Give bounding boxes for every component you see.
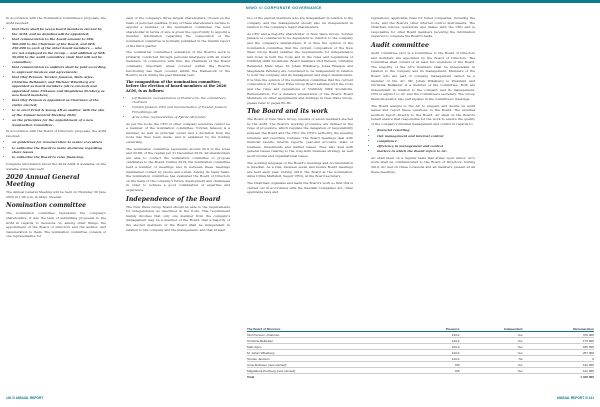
footer-label-right: ANNUAL REPORT <box>556 396 585 400</box>
cell-total-label: Total <box>247 374 255 379</box>
paragraph: The New Wave Group Board should be able to the requirements for independence as described in the Code. This requirement mainly involves that only one member from the company's management may be a member of the Board, that a majority of the elected members of the Board shall be independent in relation to the company and the management, and that at least <box>126 204 230 232</box>
column-2 <box>126 16 230 234</box>
list-item: • that Olof Persson, Torsten Jansson, Mats Arjes, Christina Bellander, and Michael Wikelberg are appointed as board members (all re-elected) and appointed Anne Eriksson and Magdalena Persberg as new board members; <box>12 75 106 98</box>
list-item: • on the principles for the appointment of a new Nomination Committee. <box>12 118 106 127</box>
cell-name: M. Johan Wikelberg <box>247 350 412 356</box>
paragraph: regulations, applicable rules for listed companies, including the Code, and the Board's other internal control instruments. The Chairman follows operations and liaises with the CEO and is responsible for other Board members receiving the information required to complete the Board's tasks. <box>371 16 475 39</box>
cell-total-remuneration: 1 346 000 <box>580 374 594 379</box>
cell-remuneration: 185 000 <box>523 344 594 350</box>
col-header-remuneration: Remuneration <box>523 326 594 332</box>
cell-name: Olof Persson, chairman <box>247 332 412 338</box>
footer-separator: /// <box>12 396 15 400</box>
paragraph: each of the company's three largest shareholders, chosen on the basis of personal qualities. If any of these shareholders decline to appoint a member of the nomination committee, the next shareholder in terms of size is given the opportunity to appoint a member. Information regarding the composition of the nomination committee is normally published in the interim report of the third quarter. <box>126 16 230 48</box>
paragraph: The nomination committee represents around 30.9 of the votes and 33.9% of the capital per 31 December 2019. All shareholders are able to contact the nomination committee to propose candidates to the Board. During 2019, the nomination committee held a number of meetings and in between these meetings maintained contact by phone and e-mail. Among its many tasks, the nomination committee has evaluated the Board of Directors on the basis of the company's future development and challenges in order to achieve a good combination of expertise and experience. <box>126 146 230 192</box>
paragraph: The nomination committee's evaluation of the Board's work is primarily conducted through personal interviews with all board members. In connection with this, the Chairman of the Board comments important areas covered within the Board's functioning has been covered within the framework of the Board's work during the past financial year. <box>126 50 230 78</box>
cell-name: Anne Eriksson (new elected) <box>247 362 412 368</box>
cell-remuneration: 0 <box>523 356 594 362</box>
nomination-paragraph: The nomination committee represents the company's shareholders. It has the task of submitting proposals to the AGM in regards to decisions on, among other things, the appointment of the Board of Directors and the auditor, and remuneration to them. The nomination committee consists of one representative for <box>6 211 106 239</box>
page-number-right: 141 <box>588 396 594 400</box>
cell-total-independent <box>459 374 522 380</box>
table-total-row <box>247 374 594 380</box>
cell-presence: 12/12 <box>412 350 459 356</box>
column-3 <box>247 16 353 197</box>
list-item: • Torsten Jansson, CEO and representative of Torsten Jansson Förvaltnings AB <box>132 105 230 114</box>
list-item: • Ulf Hedlund, representative of Holdercorp, the committee's chairman <box>132 96 230 105</box>
cell-presence: 8/8 <box>412 362 459 368</box>
list-item: • compliance <box>377 139 475 144</box>
heading-audit-committee: Audit committee <box>371 41 429 49</box>
paragraph: As per the Code, the CEO or other company executive cannot be a member of the nomination committee. Torsten Jansson is a member, as well as principal owner and a deviation from the Code has thus been made, and is explained by his holding ownership. <box>126 121 230 145</box>
paragraph: Audit committee (AC) is a Committee to the Board of Directors and members are appointed by the Board of Directors. The Committee shall consist of at least two members of the Board. The majority of the AC's members shall be independent in relation to the company and its management. Members of the Board who are part of company management cannot be a member of the AC. Mr. Johan Wikelberg is President and Christina Bellander is a member of the Committee. Both are independent in relation to the company and its management. CFO is adjunct to AC and the Committee's secretary. The Group financial auditor also participates in the committee's meetings. <box>371 50 475 101</box>
paragraph: two of the elected members who are independent in relation to the company and the management should also be independent in relation to the company's major shareholders. <box>247 16 353 30</box>
cell-independent: Yes <box>459 350 522 356</box>
agm-info-paragraph: Complete information about the 2019 AGM is available on the website, www.niwo.se/ir. <box>6 161 106 171</box>
cell-independent: Yes <box>459 368 522 374</box>
paragraph: The Chairman organises and leads the Board's work so that this is carried out in accordance with the Swedish Companies Act, other applicable laws and <box>247 181 353 195</box>
heading-agm-2020: 2020 Annual General Meeting <box>6 174 80 189</box>
list-item: • that there shall be seven board members elected by the AGM, and no deputies will be appointed; <box>12 27 106 36</box>
list-item: • matters in which the Board refers to AC. <box>377 149 475 154</box>
cell-name: Torsten Jansson <box>247 356 412 362</box>
cell-presence: 12/12 <box>412 332 459 338</box>
col-header-name: The Board of Directors <box>247 326 412 332</box>
paragraph: The working language of the Board's meetings and documentation is Swedish. As a rule, between seven and twelve Board meetings are held each year. During 2019, the Board at the nomination, Anna Ulrika Mattsfelt, Segerr CEO), at the Board secretary. <box>247 160 353 179</box>
heading-board-work: The Board and its work <box>247 108 329 116</box>
board-table-wrap <box>247 326 594 379</box>
list-item: • risk management and internal control <box>377 134 475 139</box>
board-proposals-intro: In accordance with the Board of Directors' proposals, the AGM resolved: <box>6 129 106 138</box>
column-4 <box>371 16 475 176</box>
cell-presence: 12/12 <box>412 338 459 344</box>
col-header-presence: Presence <box>412 326 459 332</box>
col-header-independent: Independent <box>459 326 522 332</box>
cell-independent: Yes <box>459 344 522 350</box>
header-separator: /// <box>258 6 263 10</box>
cell-remuneration: 257 000 <box>523 350 594 356</box>
footer-separator: /// <box>585 396 588 400</box>
list-item: • that remuneration to the board amount to SEK 500,000 to the Chairman of the Board, and SEK 250,000 to each of the other board members — who are not employed in the Group — and addition of SEK 50,000 to the audit committee chair that will not be committee; <box>12 37 106 65</box>
footer-right <box>557 396 594 400</box>
column-1 <box>6 16 106 241</box>
list-item: • on guidelines for remuneration to senior executives <box>12 140 106 145</box>
cell-total-presence <box>412 374 459 380</box>
board-proposals-list <box>6 140 106 160</box>
list-item: • to authorise the Board to make decisions regarding share issues <box>12 146 106 155</box>
cell-presence: 10/12 <box>412 344 459 350</box>
header-section: CORPORATE GOVERNANCE <box>264 6 322 10</box>
agm-resolutions-list <box>6 27 106 127</box>
heading-nomination-committee: Nomination committee <box>6 202 87 210</box>
top-accent-bar <box>0 0 600 3</box>
audit-areas-list <box>371 128 475 153</box>
cell-independent: No <box>459 356 522 362</box>
paragraph: AC shall meet on a regular basis that arises upon senior. AC's work shall be communicated to the Board of Directors. During 2019, AC met on three occasions and all members present at all these meetings. <box>371 155 475 174</box>
cell-remuneration: 370 000 <box>523 332 594 338</box>
paragraph: As CEO and a majority shareholder of New Wave Group, Torsten Jansson is considered to be dependent in relation to the company and the company's shareholders. It is thus the opinion of the nomination committee that the current composition of the New Wave Group Board satisfies the requirements for independence laid down in both the Code and in the rules and regulations of NASDAQ OMX Stockholm. Board members Olof Persson, Christina Bellander, Mats Arjes, M. Johan Wikelberg, Jonas Eliasson and Magdalena Persberg are considered to be independent in relation to both the company and its management and major shareholders. It is thus the opinion of the nomination committee that the current composition of the New Wave Group Board satisfies both the Code and the rules and regulations of NASDAQ OMX Stockholm. Remuneration. For a detailed presentation of the Board, Board Members on other assignments and holdings in New Wave Group, please refer to pages 85–86. <box>247 31 353 105</box>
running-header <box>246 6 322 10</box>
cell-remuneration: 175 000 <box>523 338 594 344</box>
list-item: • that remuneration to auditors shall be paid according to approved invoices and agreements; <box>12 65 106 74</box>
cell-name: Magdalena Persberg (new elected) <box>247 368 412 374</box>
cell-independent: Yes <box>459 338 522 344</box>
cell-remuneration: 122 000 <box>523 362 594 368</box>
cell-independent: Yes <box>459 362 522 368</box>
list-item: • financial reporting <box>377 128 475 133</box>
list-item: • efficiency in management and control <box>377 144 475 149</box>
cell-presence: 12/12 <box>412 356 459 362</box>
board-of-directors-table <box>247 326 594 379</box>
footer-left <box>6 396 43 400</box>
list-item: • Arne Lööw, representative of Fjärde AP-fonden <box>132 115 230 120</box>
cell-name: Christina Bellander <box>247 338 412 344</box>
list-item: • to re-elect Ernst & Young AB as auditor, with the aim of the Annual General Meeting 2020; <box>12 108 106 117</box>
cell-presence: 8/8 <box>412 368 459 374</box>
footer-label-left: ANNUAL REPORT <box>15 396 44 400</box>
list-item: • that Olof Persson is appointed as Chairman of the entire elected; <box>12 98 106 107</box>
paragraph: The Board assigns to the AC to prepare and decide on audit issues and report these questions to the Board. The external auditors report directly to the Board. AC shall on the Board's behalf ensure that responsible for the work to ensure the quality of the company's internal management and control in regards to: <box>371 103 475 126</box>
page-number-left: 140 <box>6 396 12 400</box>
paragraph: The Board of New Wave Group consists of seven members elected by the AGM. The Board's working procedure are defined in the rules of procedure, which regulate the delegation of responsibility between the Board and the CEO, the CEO's authority, the meeting schedule and reporting routines. The Board meetings deal with financial results, interim reports, year-end accounts, state of business, investments and market issues. They also deal with general issues relating to the long-term business strategy as well as structural and organisational issues. <box>247 117 353 159</box>
heading-committee-composition: The composition of the nomination committee, before the election of board members at the 2020 AGM, is as follows: <box>126 79 227 93</box>
heading-independence: Independence of the Board <box>126 195 221 203</box>
agm-intro: In accordance with the Nomination Committee's proposals, the AGM resolved: <box>6 16 106 25</box>
list-item: • to authorise the Board to raise financing. <box>12 155 106 160</box>
agm-2020-paragraph: The Annual General Meeting will be held on Thursday 30 June 2020 at 1:00 p.m. in Växjö, Sweden. <box>6 190 106 199</box>
cell-remuneration: 122 000 <box>523 368 594 374</box>
committee-members-list <box>126 96 230 120</box>
cell-independent: Yes <box>459 332 522 338</box>
cell-name: Mats Arjes <box>247 344 412 350</box>
header-brand: NIWO <box>246 6 258 10</box>
